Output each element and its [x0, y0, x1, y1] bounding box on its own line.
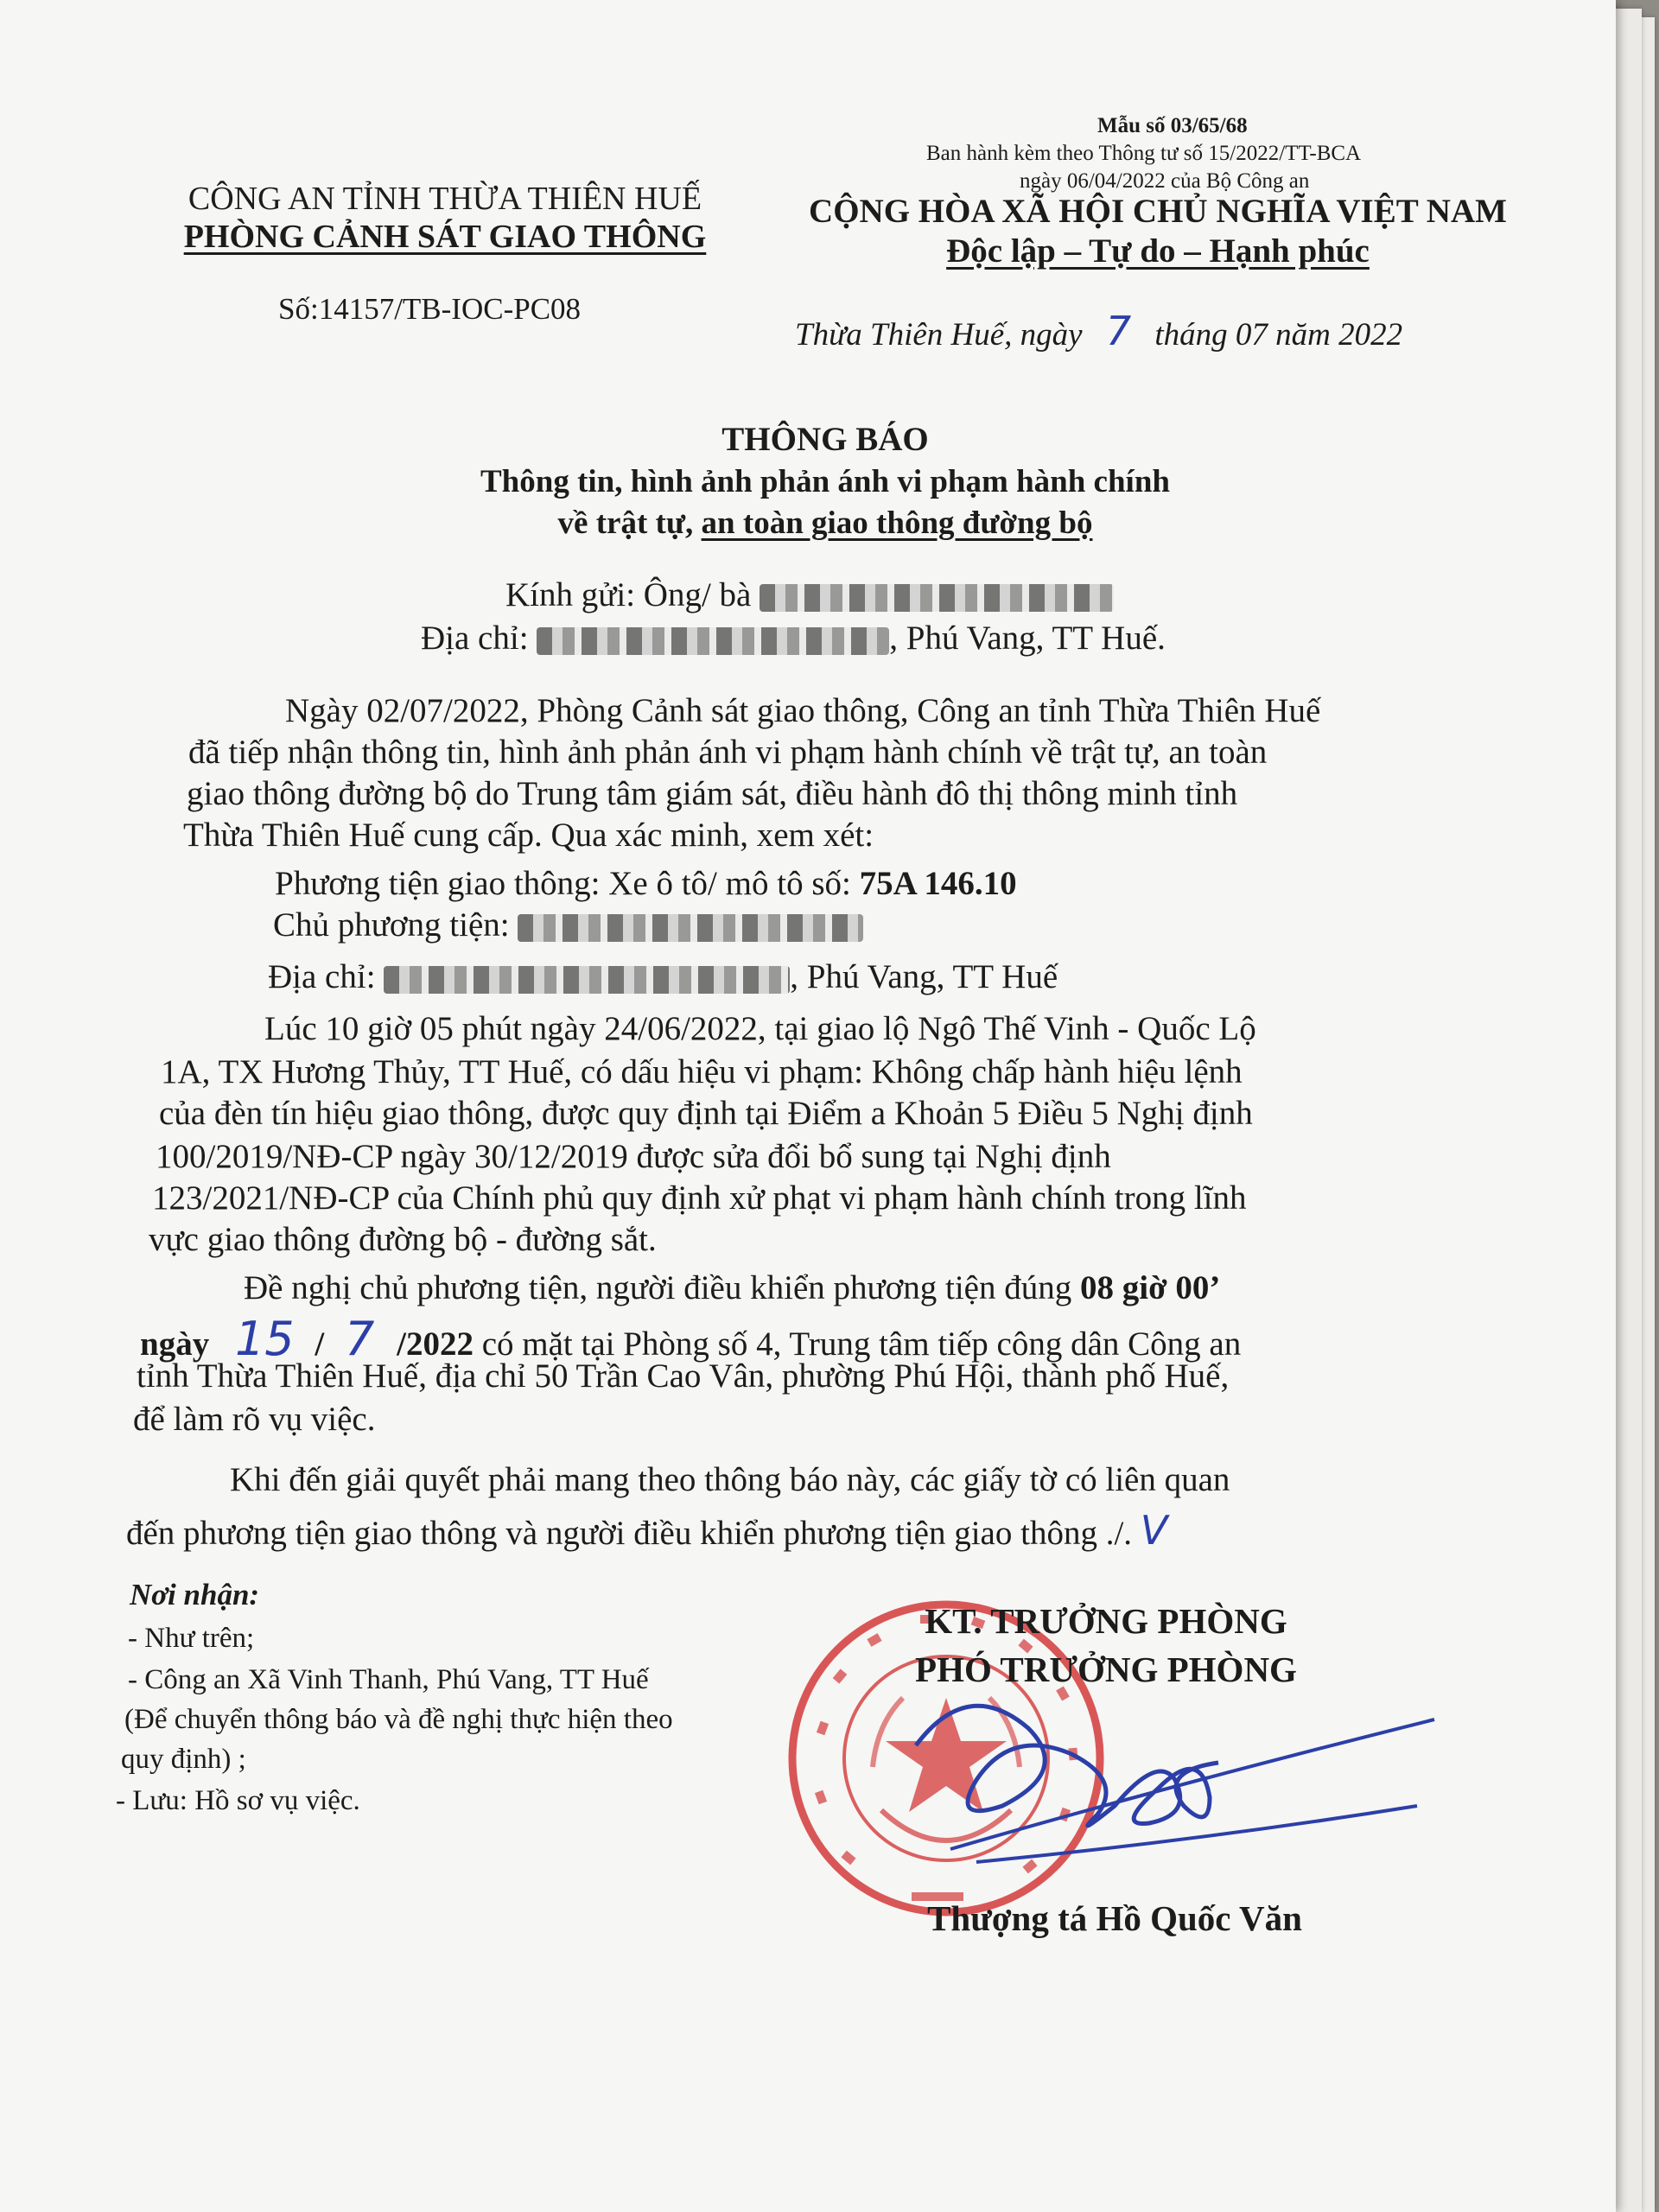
- body-line: 1A, TX Hương Thủy, TT Huế, có dấu hiệu vi phạm: Không chấp hành hiệu lệnh: [161, 1053, 1243, 1090]
- redacted-name: [760, 584, 1114, 612]
- recipient-address-tail: , Phú Vang, TT Huế.: [889, 620, 1166, 657]
- body-line: Ngày 02/07/2022, Phòng Cảnh sát giao thông, Công an tỉnh Thừa Thiên Huế: [285, 692, 1321, 729]
- date-suffix: tháng 07 năm 2022: [1154, 317, 1403, 353]
- notice-subtitle-1: Thông tin, hình ảnh phản ánh vi phạm hành chính: [480, 464, 1170, 499]
- recipient-item: - Như trên;: [128, 1623, 255, 1654]
- recipient-to: [505, 575, 1114, 614]
- redacted-owner-address: [384, 966, 790, 994]
- request-text: Đề nghị chủ phương tiện, người điều khiển phương tiện đúng: [244, 1269, 1072, 1306]
- subtitle-2-underlined: an toàn giao thông đường bộ: [701, 505, 1093, 541]
- closing-line: [126, 1507, 1167, 1554]
- republic-motto: Độc lập – Tự do – Hạnh phúc: [946, 232, 1370, 270]
- recipient-address-label: Địa chỉ:: [421, 620, 529, 657]
- date-prefix: Thừa Thiên Huế, ngày: [795, 317, 1083, 353]
- owner-line: [273, 906, 863, 944]
- owner-address-label: Địa chỉ:: [268, 958, 376, 995]
- vehicle-plate: 75A 146.10: [859, 865, 1017, 902]
- body-line: để làm rõ vụ việc.: [133, 1401, 376, 1438]
- recipient-item: - Công an Xã Vinh Thanh, Phú Vang, TT Huế: [128, 1664, 649, 1695]
- body-line: của đèn tín hiệu giao thông, được quy định tại Điểm a Khoản 5 Điều 5 Nghị định: [159, 1095, 1253, 1132]
- handwritten-month: 7: [345, 1312, 375, 1366]
- form-issued-date: ngày 06/04/2022 của Bộ Công an: [1020, 169, 1310, 193]
- handwritten-check: V: [1140, 1507, 1168, 1554]
- republic-name: CỘNG HÒA XÃ HỘI CHỦ NGHĨA VIỆT NAM: [809, 193, 1507, 230]
- recipient-item: (Để chuyển thông báo và đề nghị thực hiện theo: [124, 1704, 673, 1735]
- date-slash: /: [315, 1325, 325, 1363]
- handwritten-signature: [899, 1676, 1452, 1871]
- owner-label: Chủ phương tiện:: [273, 906, 510, 944]
- notice-subtitle-2: [173, 505, 1478, 542]
- handwritten-day: 15: [234, 1312, 295, 1366]
- request-line-1: [244, 1268, 1220, 1307]
- body-line: Lúc 10 giờ 05 phút ngày 24/06/2022, tại giao lộ Ngô Thế Vinh - Quốc Lộ: [264, 1010, 1256, 1047]
- redacted-owner: [518, 914, 863, 942]
- body-line: 123/2021/NĐ-CP của Chính phủ quy định xử phạt vi phạm hành chính trong lĩnh: [152, 1179, 1247, 1217]
- signer-name: Thượng tá Hồ Quốc Văn: [927, 1898, 1302, 1938]
- form-number: Mẫu số 03/65/68: [1097, 114, 1248, 137]
- signature-title-1: KT. TRƯỞNG PHÒNG: [925, 1601, 1287, 1641]
- request-place: có mặt tại Phòng số 4, Trung tâm tiếp công dân Công an: [481, 1325, 1242, 1363]
- vehicle-line: [275, 864, 1017, 903]
- body-line: tỉnh Thừa Thiên Huế, địa chỉ 50 Trần Cao Vân, phường Phú Hội, thành phố Huế,: [137, 1357, 1230, 1395]
- redacted-address: [537, 627, 889, 655]
- recipient-address: [421, 619, 1166, 658]
- body-line: vực giao thông đường bộ - đường sắt.: [149, 1221, 657, 1258]
- document-number: Số:14157/TB-IOC-PC08: [278, 292, 582, 326]
- form-issued-with: Ban hành kèm theo Thông tư số 15/2022/TT-BCA: [926, 142, 1362, 165]
- recipients-title: Nơi nhận:: [130, 1578, 260, 1611]
- agency-parent: CÔNG AN TỈNH THỪA THIÊN HUẾ: [188, 181, 702, 217]
- signature-scribble-icon: [899, 1676, 1452, 1866]
- signature-title-2: PHÓ TRƯỞNG PHÒNG: [915, 1649, 1297, 1689]
- owner-address-line: [268, 957, 1058, 996]
- recipient-item: - Lưu: Hồ sơ vụ việc.: [116, 1785, 360, 1816]
- notice-title: THÔNG BÁO: [721, 421, 929, 458]
- closing-text: đến phương tiện giao thông và người điều khiển phương tiện giao thông ./.: [126, 1515, 1133, 1552]
- request-year: /2022: [397, 1325, 474, 1363]
- subtitle-2-prefix: về trật tự,: [557, 505, 694, 541]
- body-line: Thừa Thiên Huế cung cấp. Qua xác minh, xem xét:: [183, 817, 874, 854]
- recipient-to-label: Kính gửi: Ông/ bà: [505, 576, 752, 613]
- body-line: đã tiếp nhận thông tin, hình ảnh phản ánh vi phạm hành chính về trật tự, an toàn: [188, 734, 1268, 771]
- recipient-item: quy định) ;: [121, 1744, 246, 1775]
- body-line: Khi đến giải quyết phải mang theo thông báo này, các giấy tờ có liên quan: [230, 1461, 1230, 1498]
- agency-department: PHÒNG CẢNH SÁT GIAO THÔNG: [183, 219, 707, 255]
- document-date: [795, 308, 1402, 354]
- body-line: giao thông đường bộ do Trung tâm giám sát, điều hành đô thị thông minh tỉnh: [187, 775, 1238, 812]
- vehicle-label: Phương tiện giao thông: Xe ô tô/ mô tô số:: [275, 865, 851, 902]
- request-time: 08 giờ 00’: [1080, 1269, 1221, 1306]
- body-line: 100/2019/NĐ-CP ngày 30/12/2019 được sửa đổi bổ sung tại Nghị định: [156, 1138, 1111, 1175]
- owner-address-tail: , Phú Vang, TT Huế: [790, 958, 1058, 995]
- request-day-label: ngày: [140, 1325, 210, 1363]
- date-day-handwritten: 7: [1105, 308, 1132, 354]
